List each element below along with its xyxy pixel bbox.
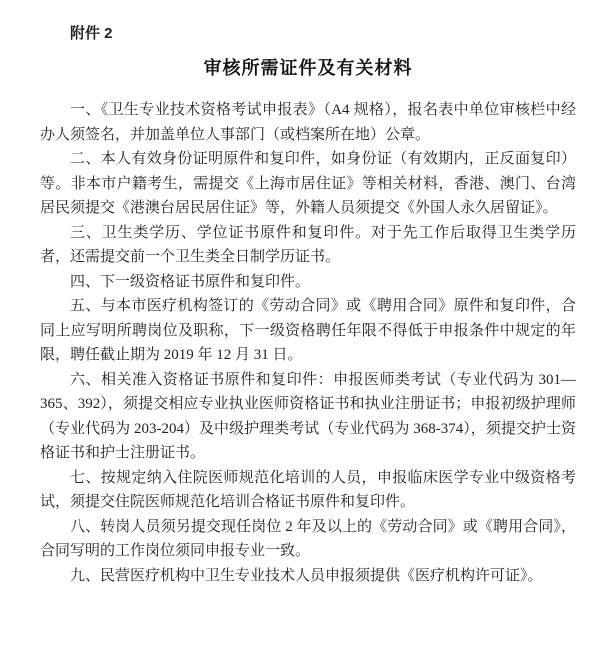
paragraph-item-2: 二、本人有效身份证明原件和复印件，如身份证（有效期内，正反面复印）等。非本市户籍考生，需提交《上海市居住证》等相关材料，香港、澳门、台湾居民须提交《港澳台居民居住证》等，外籍人员须提交《外国人永久居留证》。 <box>40 151 576 216</box>
paragraph-item-3: 三、卫生类学历、学位证书原件和复印件。对于先工作后取得卫生类学历者，还需提交前一个卫生类全日制学历证书。 <box>40 224 576 265</box>
paragraph-item-4: 四、下一级资格证书原件和复印件。 <box>70 273 311 290</box>
paragraph-item-5: 五、与本市医疗机构签订的《劳动合同》或《聘用合同》原件和复印件，合同上应写明所聘岗位及职称，下一级资格聘任年限不得低于申报条件中规定的年限，聘任截止期为 2019 年 12 月 31 日。 <box>40 298 576 363</box>
paragraph-item-8: 八、转岗人员须另提交现任岗位 2 年及以上的《劳动合同》或《聘用合同》，合同写明的工作岗位须同申报专业一致。 <box>40 518 576 559</box>
attachment-label: 附件 2 <box>70 25 113 42</box>
paragraph-item-1: 一、《卫生专业技术资格考试申报表》（A4 规格），报名表中单位审核栏中经办人须签名，并加盖单位人事部门（或档案所在地）公章。 <box>40 102 576 143</box>
paragraph-item-7: 七、按规定纳入住院医师规范化培训的人员，申报临床医学专业中级资格考试，须提交住院医师规范化培训合格证书原件和复印件。 <box>40 469 576 510</box>
paragraph-item-6: 六、相关准入资格证书原件和复印件：申报医师类考试（专业代码为 301—365、392），须提交相应专业执业医师资格证书和执业注册证书；申报初级护理师（专业代码为 203-204）及中级护理类考试（专业代码为 368-374），须提交护士资格证书和护士注册证书。 <box>40 371 576 461</box>
document-title: 审核所需证件及有关材料 <box>203 58 413 78</box>
document-body <box>40 98 576 588</box>
paragraph-item-9: 九、民营医疗机构中卫生专业技术人员申报须提供《医疗机构许可证》。 <box>70 567 543 584</box>
